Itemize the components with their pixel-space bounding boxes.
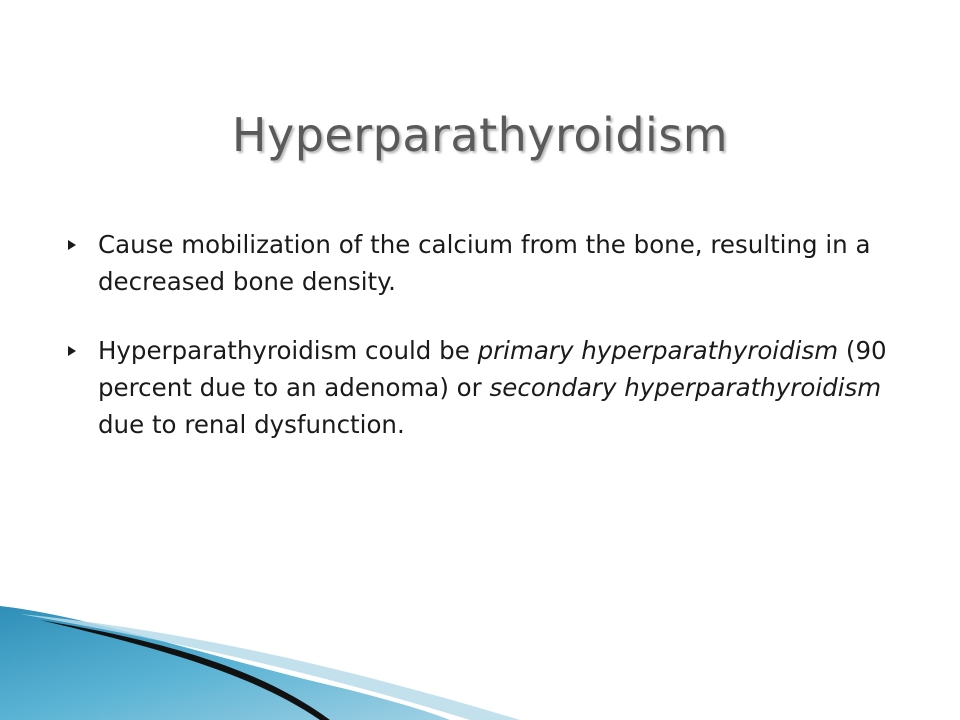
- bullet-text-italic: primary hyperparathyroidism: [477, 336, 839, 365]
- bullet-list: [68, 226, 888, 443]
- bullet-text: (90 percent due to an adenoma) or: [98, 336, 887, 402]
- swoosh-blue-band: [0, 606, 450, 720]
- slide-title: Hyperparathyroidism: [231, 108, 729, 162]
- bullet-item: [68, 332, 888, 443]
- bullet-arrow-icon: [68, 240, 76, 250]
- bullet-text: due to renal dysfunction.: [98, 410, 405, 439]
- bullet-text-italic: secondary hyperparathyroidism: [489, 373, 882, 402]
- bullet-item: [68, 226, 888, 300]
- bullet-text: Cause mobilization of the calcium from the bone, resulting in a decreased bone density.: [98, 230, 871, 296]
- bullet-arrow-icon: [68, 346, 76, 356]
- bullet-text: Hyperparathyroidism could be: [98, 336, 478, 365]
